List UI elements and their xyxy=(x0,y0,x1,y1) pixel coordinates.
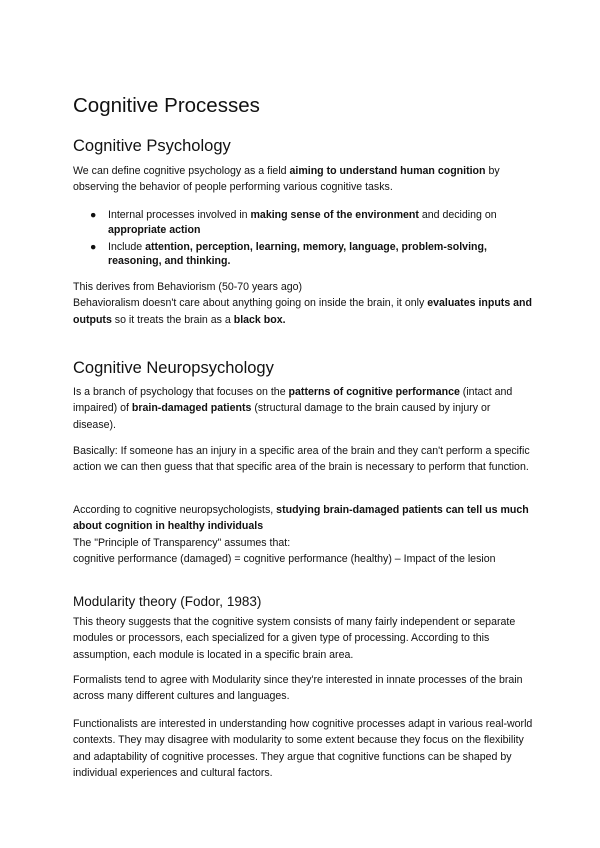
modularity-description: This theory suggests that the cognitive system consists of many fairly independent or separate modules or processors, each specialized for a given type of processing. According to this assumption, each module is located in a specific brain area. xyxy=(73,616,516,661)
section-heading-cognitive-neuropsychology: Cognitive Neuropsychology xyxy=(73,359,274,377)
cognitive-psychology-bullets xyxy=(73,208,533,269)
section-heading-cognitive-psychology: Cognitive Psychology xyxy=(73,137,231,155)
cognitive-psychology-definition: We can define cognitive psychology as a field aiming to understand human cognition by observing the behavior of people performing various cognitive tasks. xyxy=(73,165,500,194)
transparency-principle: According to cognitive neuropsychologists, studying brain-damaged patients can tell us much about cognition in healthy individuals The "Principle of Transparency" assumes that: cognitive performance (damaged) = cognitive performance (healthy) – Impact of the lesion xyxy=(73,504,529,565)
formalists-paragraph: Formalists tend to agree with Modularity since they're interested in innate processes of the brain across many different cultures and languages. xyxy=(73,674,523,703)
list-item: ● Include attention, perception, learning, memory, language, problem-solving, reasoning, and thinking. xyxy=(90,240,487,268)
list-item: ● Internal processes involved in making sense of the environment and deciding on appropriate action xyxy=(90,209,497,236)
functionalists-paragraph: Functionalists are interested in understanding how cognitive processes adapt in various real-world contexts. They may disagree with modularity to some extent because they focus on the flexibility and adaptability of cognitive processes. They argue that cognitive functions can be shaped by individual experiences and cultural factors. xyxy=(73,718,533,779)
neuropsychology-definition: Is a branch of psychology that focuses on the patterns of cognitive performance (intact and impaired) of brain-damaged patients (structural damage to the brain caused by injury or disease). xyxy=(73,386,513,431)
section-heading-modularity-theory: Modularity theory (Fodor, 1983) xyxy=(73,594,262,609)
page-title: Cognitive Processes xyxy=(73,94,260,117)
behaviorism-note: This derives from Behaviorism (50-70 years ago) Behavioralism doesn't care about anything going on inside the brain, it only evaluates inputs and outputs so it treats the brain as a black box. xyxy=(73,281,532,326)
neuropsychology-basically: Basically: If someone has an injury in a specific area of the brain and they can't perform a specific action we can then guess that that specific area of the brain is necessary to perform that function. xyxy=(73,445,530,474)
